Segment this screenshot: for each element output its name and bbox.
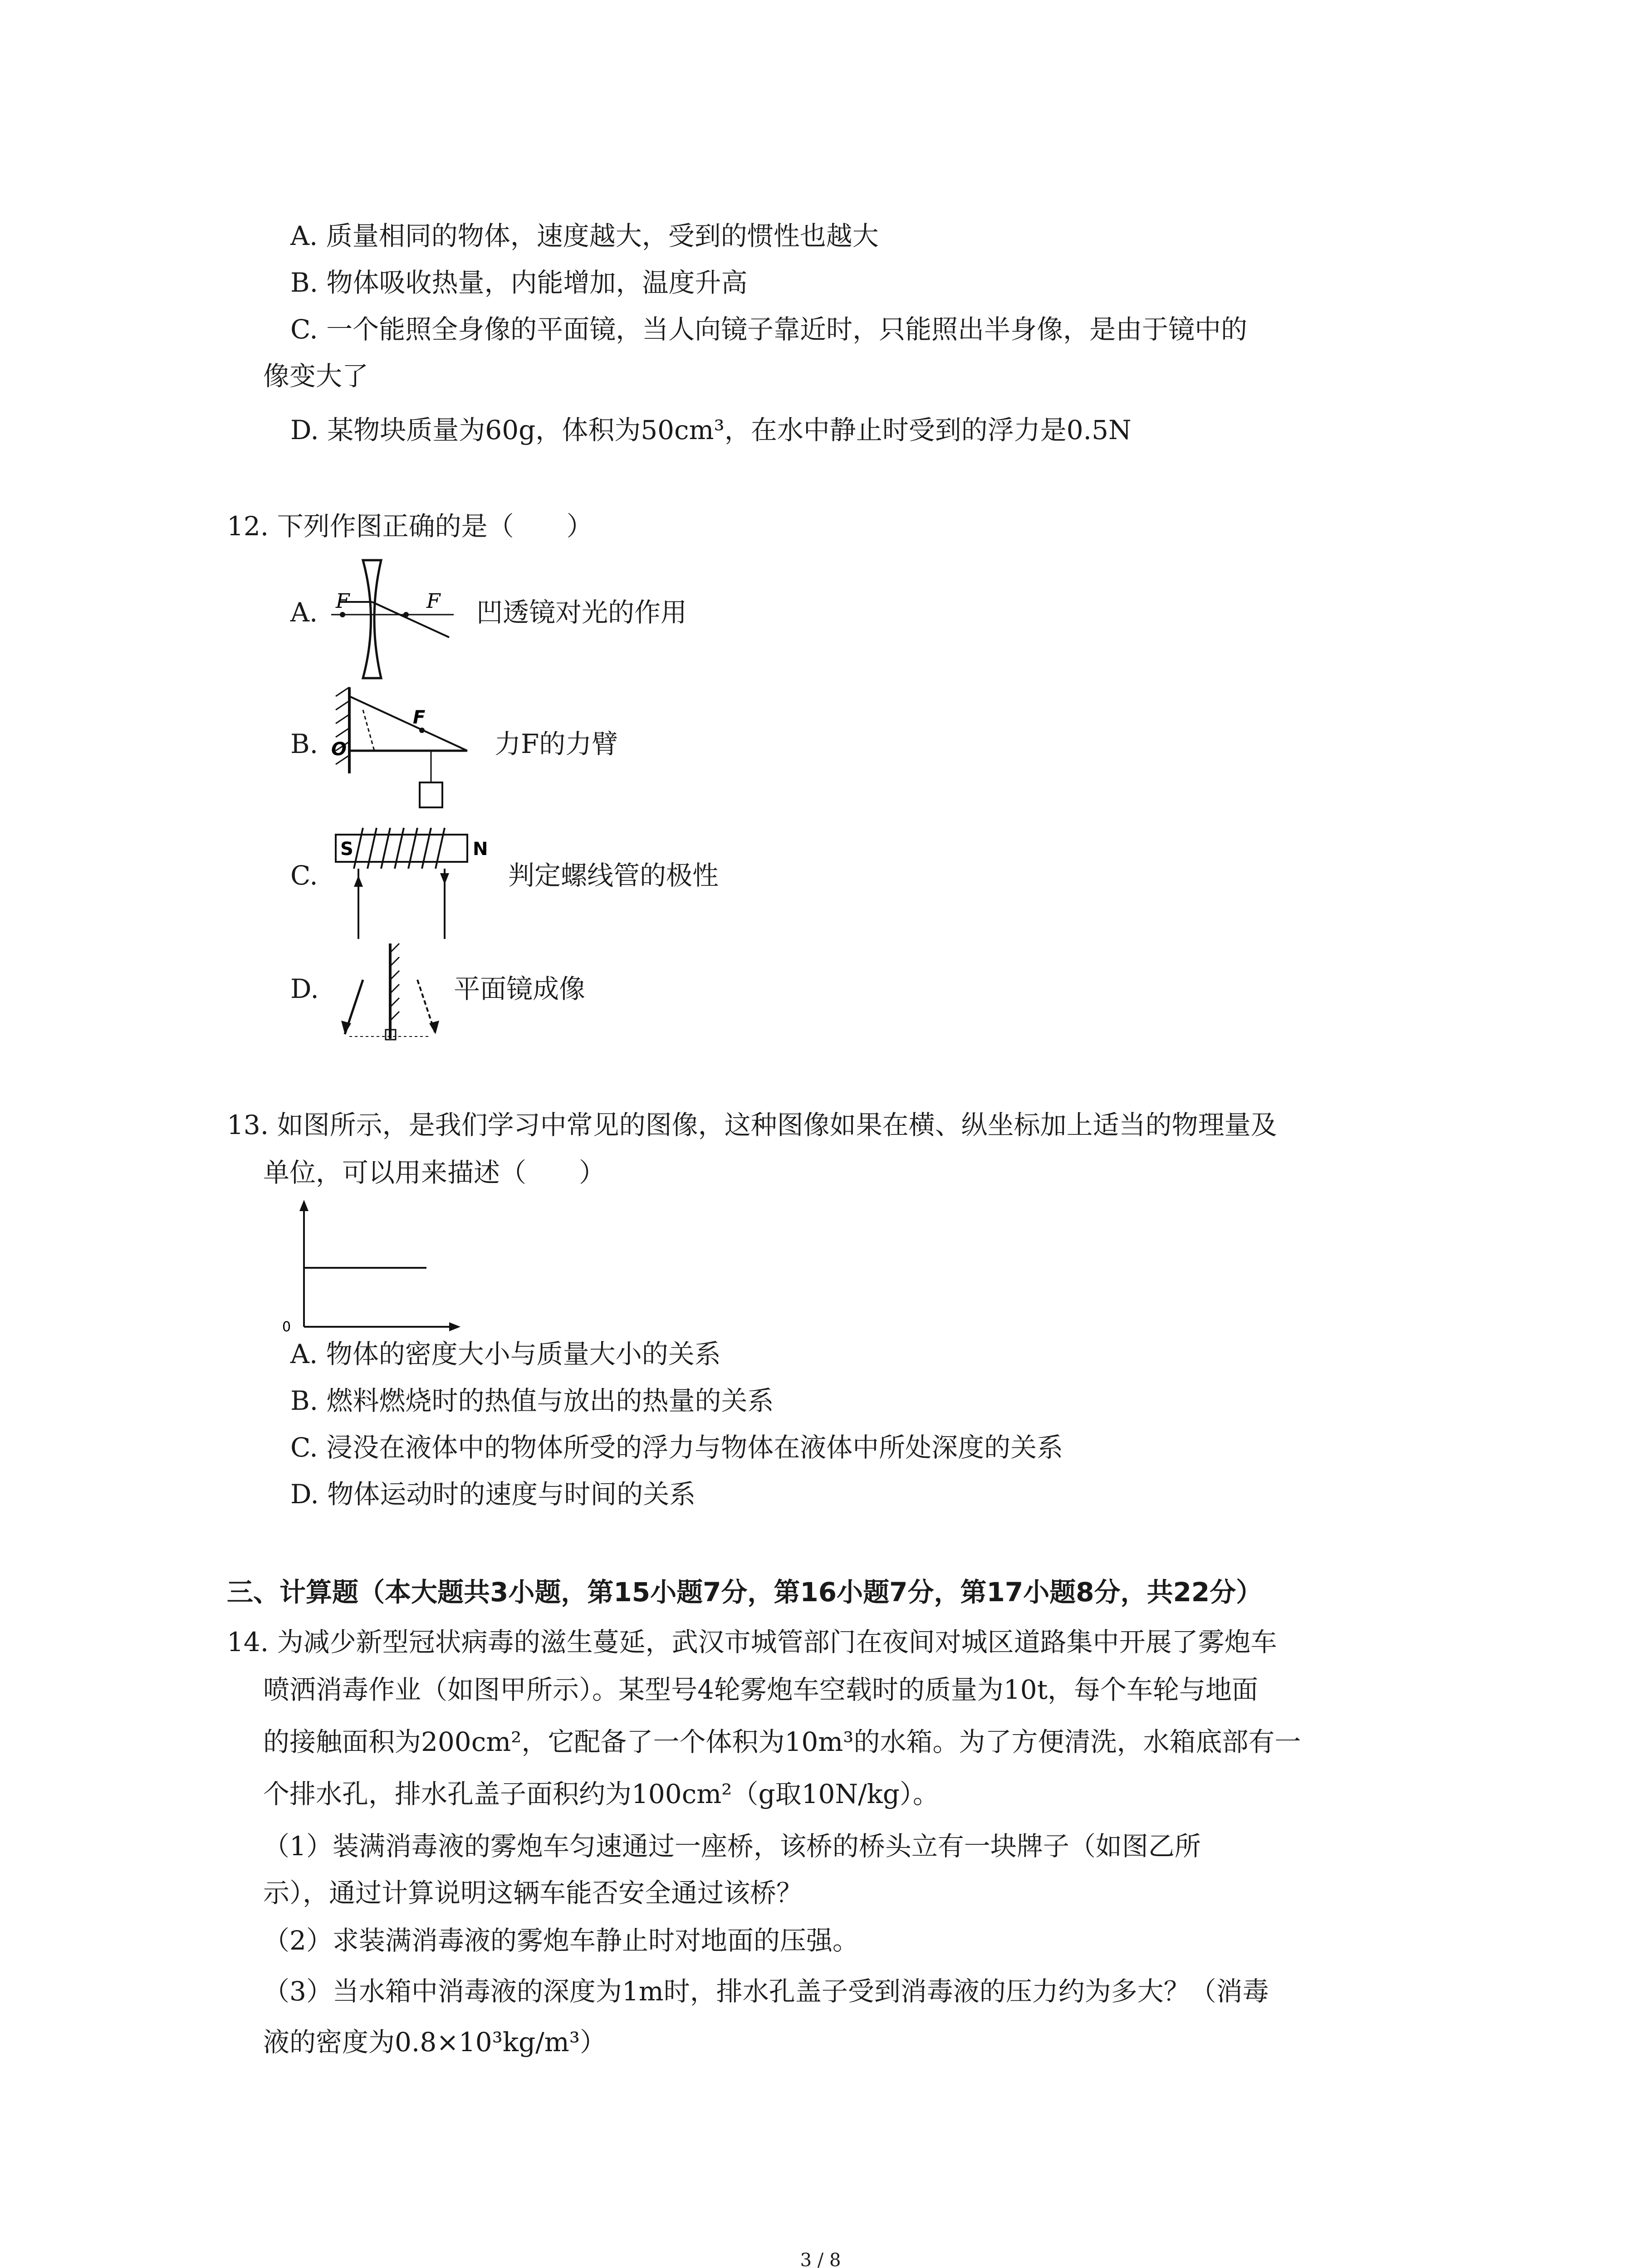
q14-subq1-line2: 示），通过计算说明这辆车能否安全通过该桥？ — [263, 1877, 803, 1908]
force-point — [419, 728, 425, 733]
page-number: 3 / 8 — [800, 2250, 841, 2268]
q12-option-b-caption: 力F的力臂 — [495, 728, 618, 759]
q14-line4: 个排水孔，排水孔盖子面积约为100cm²（g取10N/kg）。 — [263, 1779, 939, 1809]
q11-option-d: D. 某物块质量为60g，体积为50cm³，在水中静止时受到的浮力是0.5N — [290, 415, 1132, 445]
concave-lens-diagram — [331, 551, 467, 687]
q14-subq3-line1: （3）当水箱中消毒液的深度为1m时，排水孔盖子受到消毒液的压力约为多大？（消毒 — [263, 1976, 1269, 2007]
q12-stem: 12. 下列作图正确的是（ ） — [227, 511, 593, 542]
q14-line1: 14. 为减少新型冠状病毒的滋生蔓延，武汉市城管部门在夜间对城区道路集中开展了雾炮车 — [227, 1627, 1277, 1657]
q12-option-c-caption: 判定螺线管的极性 — [508, 860, 719, 891]
force-label: F — [413, 707, 426, 728]
q13-stem-line2: 单位，可以用来描述（ ） — [263, 1157, 606, 1188]
q14-line3: 的接触面积为200cm²，它配备了一个体积为10m³的水箱。为了方便清洗，水箱底部有一 — [263, 1726, 1301, 1757]
q12-option-d-letter: D. — [290, 973, 319, 1004]
current-arrow-right — [440, 873, 449, 885]
force-arm — [363, 710, 374, 751]
q11-option-c: C. 一个能照全身像的平面镜，当人向镜子靠近时，只能照出半身像，是由于镜中的 — [290, 314, 1248, 345]
plane-mirror-diagram — [331, 939, 449, 1048]
lever-force-arm-diagram — [331, 683, 485, 823]
focus-label-left: F — [336, 590, 350, 613]
section-heading: 三、计算题（本大题共3小题，第15小题7分，第16小题7分，第17小题8分，共22分） — [227, 1577, 1263, 1608]
pole-label-n: N — [473, 839, 488, 860]
y-axis-arrow — [299, 1200, 309, 1211]
q12-option-d-caption: 平面镜成像 — [454, 973, 586, 1004]
pole-label-s: S — [340, 839, 353, 860]
q13-option-d: D. 物体运动时的速度与时间的关系 — [290, 1479, 696, 1510]
q12-option-c-letter: C. — [290, 860, 318, 891]
q12-option-a-letter: A. — [290, 597, 318, 628]
q12-option-a-caption: 凹透镜对光的作用 — [476, 597, 687, 628]
q11-option-b: B. 物体吸收热量，内能增加，温度升高 — [290, 267, 748, 298]
pivot-label: O — [331, 739, 347, 760]
q14-subq1-line1: （1）装满消毒液的雾炮车匀速通过一座桥，该桥的桥头立有一块牌子（如图乙所 — [263, 1831, 1201, 1862]
concave-lens — [363, 560, 381, 678]
q13-graph — [277, 1198, 467, 1338]
origin-label: 0 — [282, 1319, 291, 1335]
q11-option-a: A. 质量相同的物体，速度越大，受到的惯性也越大 — [290, 220, 879, 251]
q12-option-b-letter: B. — [290, 728, 318, 759]
q13-option-c: C. 浸没在液体中的物体所受的浮力与物体在液体中所处深度的关系 — [290, 1432, 1063, 1463]
x-axis-arrow — [449, 1322, 460, 1331]
q14-line2: 喷洒消毒作业（如图甲所示）。某型号4轮雾炮车空载时的质量为10t，每个车轮与地面 — [263, 1674, 1259, 1705]
q13-option-b: B. 燃料燃烧时的热值与放出的热量的关系 — [290, 1385, 774, 1416]
q13-option-a: A. 物体的密度大小与质量大小的关系 — [290, 1339, 721, 1369]
q13-stem-line1: 13. 如图所示，是我们学习中常见的图像，这种图像如果在横、纵坐标加上适当的物理量及 — [227, 1110, 1277, 1140]
focus-label-right: F — [426, 590, 441, 613]
current-arrow-left — [354, 875, 363, 887]
solenoid-diagram — [327, 826, 490, 943]
hanging-weight — [420, 782, 442, 807]
q11-option-c-continued: 像变大了 — [263, 361, 369, 391]
focal-point-right — [403, 612, 409, 617]
q14-subq2: （2）求装满消毒液的雾炮车静止时对地面的压强。 — [263, 1925, 859, 1956]
q14-subq3-line2: 液的密度为0.8×10³kg/m³） — [263, 2027, 606, 2058]
